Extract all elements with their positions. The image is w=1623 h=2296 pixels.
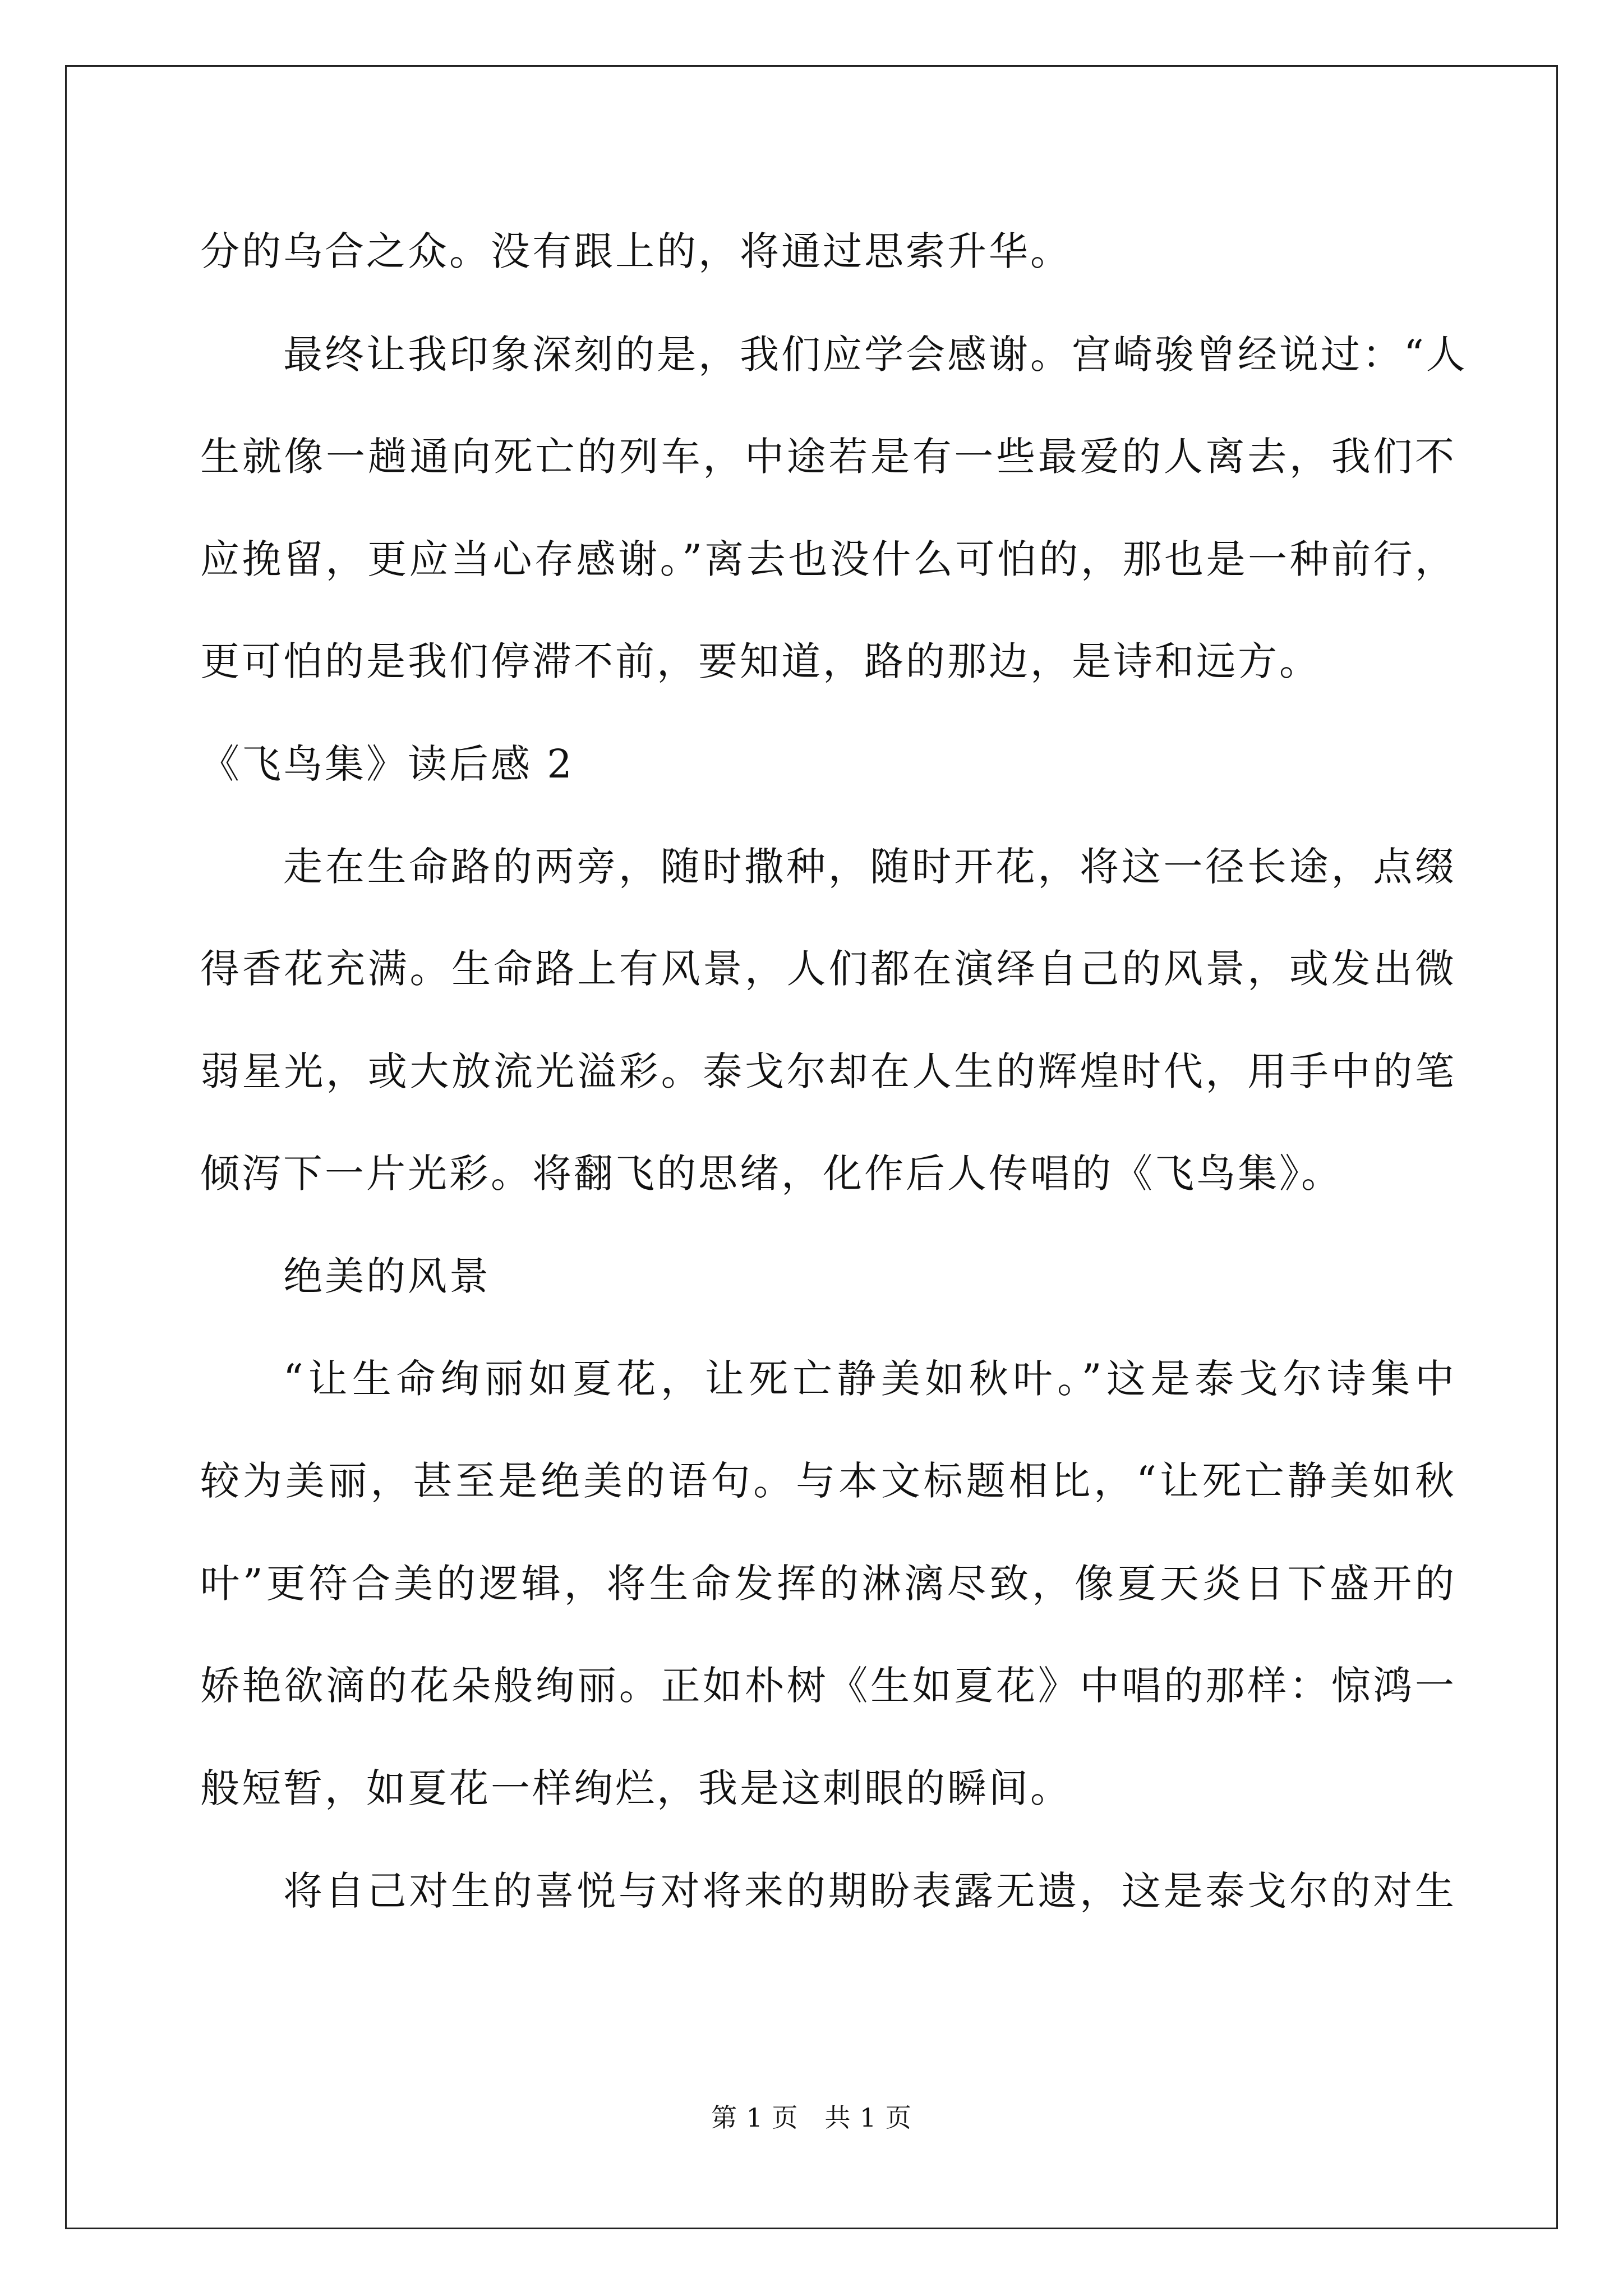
body-line: 分的乌合之众。没有跟上的，将通过思索升华。 [200, 228, 1072, 274]
body-line: 将自己对生的喜悦与对将来的期盼表露无遗，这是泰戈尔的对生 [283, 1868, 1456, 1914]
body-line: 较为美丽，甚至是绝美的语句。与本文标题相比，“让死亡静美如秋 [200, 1458, 1456, 1504]
body-line: 生就像一趟通向死亡的列车，中途若是有一些最爱的人离去，我们不 [200, 434, 1456, 480]
body-line: 叶”更符合美的逻辑，将生命发挥的淋漓尽致，像夏天炎日下盛开的 [200, 1561, 1456, 1607]
page-footer: 第 1 页 共 1 页 [711, 2102, 912, 2133]
body-line: 应挽留，更应当心存感谢。”离去也没什么可怕的，那也是一种前行， [200, 536, 1456, 582]
body-line: 得香花充满。生命路上有风景，人们都在演绎自己的风景，或发出微 [200, 946, 1456, 992]
body-line: “让生命绚丽如夏花，让死亡静美如秋叶。”这是泰戈尔诗集中 [283, 1356, 1456, 1402]
body-line: 娇艳欲滴的花朵般绚丽。正如朴树《生如夏花》中唱的那样：惊鸿一 [200, 1663, 1456, 1709]
subheading: 绝美的风景 [283, 1253, 491, 1299]
body-line: 走在生命路的两旁，随时撒种，随时开花，将这一径长途，点缀 [283, 844, 1456, 890]
body-line: 更可怕的是我们停滞不前，要知道，路的那边，是诗和远方。 [200, 638, 1321, 684]
body-line: 般短暂，如夏花一样绚烂，我是这刺眼的瞬间。 [200, 1765, 1072, 1811]
body-line: 弱星光，或大放流光溢彩。泰戈尔却在人生的辉煌时代，用手中的笔 [200, 1048, 1456, 1094]
body-line: 倾泻下一片光彩。将翻飞的思绪，化作后人传唱的《飞鸟集》。 [200, 1151, 1343, 1197]
section-heading: 《飞鸟集》读后感 2 [200, 741, 574, 787]
body-line: 最终让我印象深刻的是，我们应学会感谢。宫崎骏曾经说过：“人 [283, 332, 1468, 378]
